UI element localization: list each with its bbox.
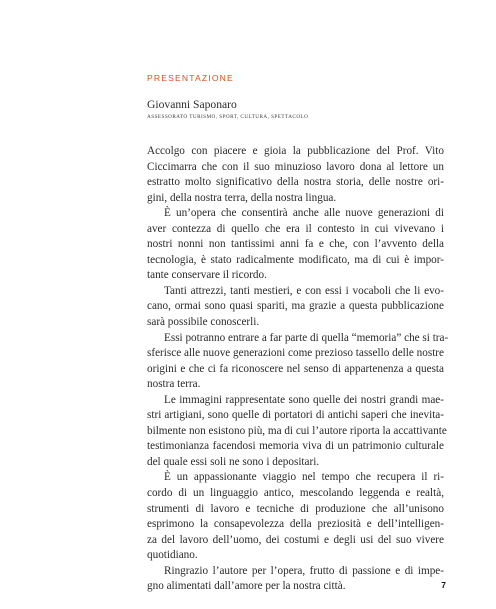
body-line: Ciccimarra che con il suo minuzioso lavoro dona al lettore un [147,160,444,173]
author-name: Giovanni Saponaro [147,98,237,111]
body-line: bilmente non esistono più, ma di cui l’autore riporta la accattivante [147,424,447,437]
body-line: aver contezza di quello che era il contesto in cui vivevano i [147,222,444,235]
body-line: È un appassionante viaggio nel tempo che recupera il ri- [164,471,444,484]
body-line: Essi potranno entrare a far parte di quella “memoria” che si tra- [164,331,449,344]
body-line: cordo di un linguaggio antico, mescolando leggenda e realtà, [147,487,444,500]
body-line: za del lavoro dell’uomo, dei costumi e degli usi del suo vivere [147,533,444,546]
body-line: È un’opera che consentirà anche alle nuove generazioni di [164,207,444,220]
author-role: ASSESSORATO TURISMO, SPORT, CULTURA, SPETTACOLO [147,114,309,120]
body-line: Tanti attrezzi, tanti mestieri, e con essi i vocaboli che li evo- [164,284,444,297]
body-line: gini, della nostra terra, della nostra lingua. [147,191,337,204]
body-line: tante conservare il ricordo. [147,269,267,282]
body-line: strumenti di lavoro e tecniche di produzione che all’unisono [147,502,444,515]
body-line: origini e che ci fa riconoscere nel senso di appartenenza a questa [147,362,444,375]
body-line: tecnologia, è stato radicalmente modificato, ma di cui è impor- [147,253,444,266]
section-heading: PRESENTAZIONE [147,73,234,83]
body-line: testimonianza facendosi memoria viva di un patrimonio culturale [147,440,444,453]
body-line: del quale essi soli ne sono i depositari. [147,455,320,468]
body-line: stri artigiani, sono quelle di portatori di antichi saperi che inevita- [147,409,444,422]
body-line: quotidiano. [147,549,198,562]
page-number: 7 [441,580,446,590]
body-line: cano, ormai sono quasi spariti, ma grazie a questa pubblicazione [147,300,444,313]
body-line: esprimono la consapevolezza della preziosità e dell’intelligen- [147,518,444,531]
body-line: sarà possibile conoscerli. [147,316,260,329]
body-line: gno alimentati dall’amore per la nostra città. [147,580,346,593]
body-line: Ringrazio l’autore per l’opera, frutto di passione e di impe- [164,564,444,577]
body-text [147,144,449,595]
body-line: nostri nonni non tantissimi anni fa e che, con l’avvento della [147,238,444,251]
body-line: Le immagini rappresentate sono quelle dei nostri grandi mae- [164,393,444,406]
body-line: sferisce alle nuove generazioni come prezioso tassello delle nostre [147,347,444,360]
body-line: estratto molto significativo della nostra storia, delle nostre ori- [147,176,444,189]
body-line: nostra terra. [147,378,201,391]
body-line: Accolgo con piacere e gioia la pubblicazione del Prof. Vito [147,145,444,157]
